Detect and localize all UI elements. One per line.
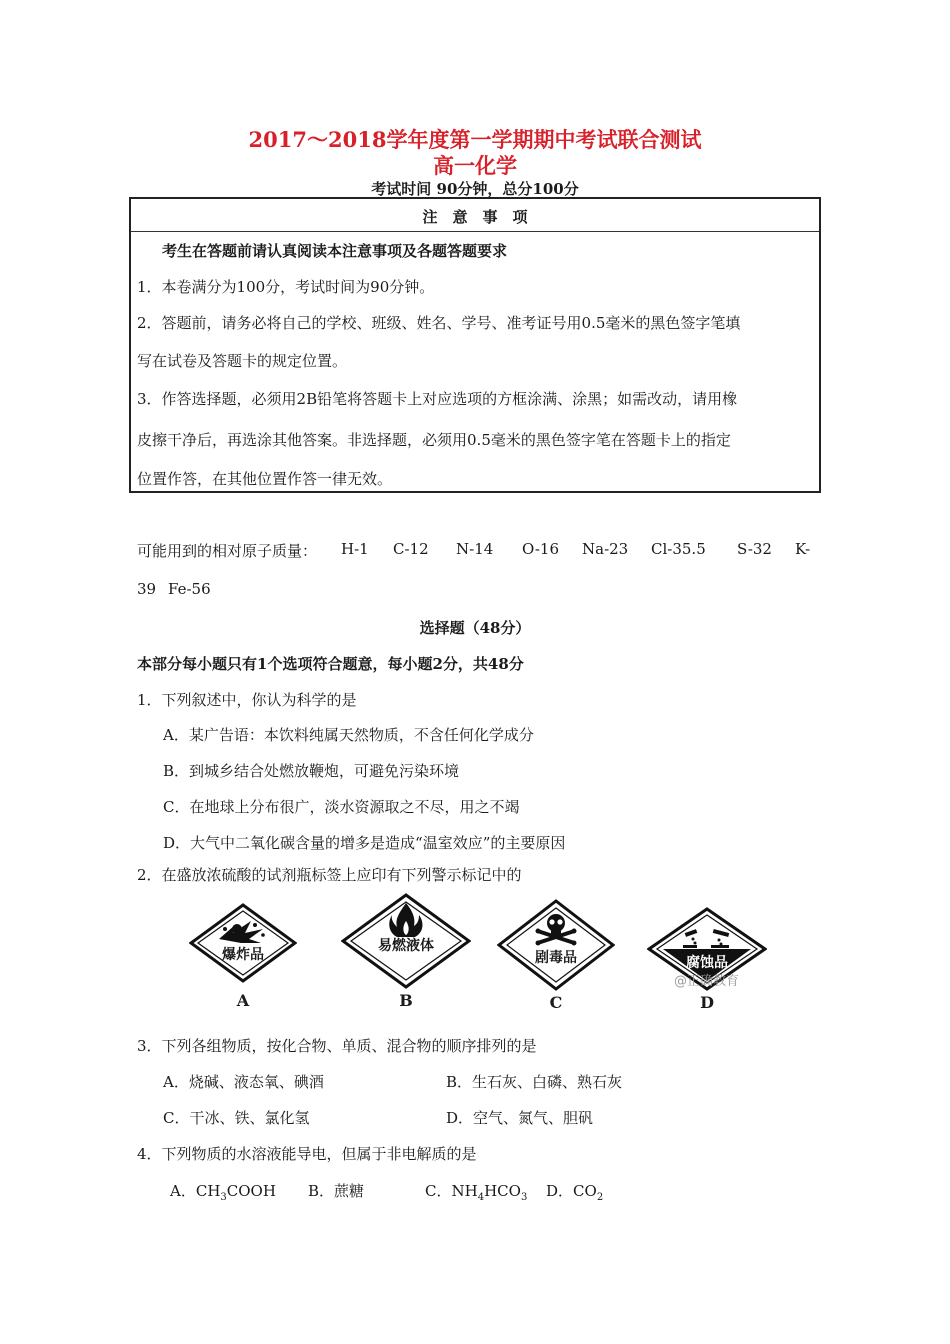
atomic-mass-cl: Cl-35.5 — [651, 540, 706, 558]
q3-option-d: D．空气、氮气、胆矾 — [446, 1109, 594, 1127]
q4-option-b: B．蔗糖 — [308, 1182, 365, 1200]
q4-option-d-formula-1: CO — [573, 1182, 597, 1200]
q4-option-a-formula-sub: 3 — [220, 1192, 227, 1203]
notice-heading: 注 意 事 项 — [422, 208, 528, 226]
q4-option-c — [425, 1180, 527, 1203]
atomic-mass-s: S-32 — [737, 540, 772, 558]
subject-title: 高一化学 — [433, 153, 517, 178]
explosion-icon — [189, 903, 297, 983]
q1-option-b: B．到城乡结合处燃放鞭炮，可避免污染环境 — [163, 762, 460, 780]
q4-option-d — [546, 1180, 603, 1203]
atomic-mass-o: O-16 — [522, 540, 560, 558]
atomic-mass-c: C-12 — [393, 540, 429, 558]
notice-item-2-line2: 写在试卷及答题卡的规定位置。 — [137, 352, 348, 370]
q4-option-d-label: D． — [546, 1182, 574, 1200]
hazard-sign-toxic — [497, 899, 615, 991]
q3-option-c: C．干冰、铁、氯化氢 — [163, 1109, 310, 1127]
atomic-mass-k-part1: K- — [795, 540, 811, 558]
q4-option-d-formula-sub: 2 — [596, 1192, 604, 1203]
atomic-mass-na: Na-23 — [582, 540, 629, 558]
skull-icon — [497, 899, 615, 991]
q4-option-c-formula-2: HCO — [484, 1182, 521, 1200]
q4-option-c-formula-sub1: 4 — [477, 1192, 485, 1203]
sign-c-text: 剧毒品 — [535, 950, 577, 966]
q4-option-a — [170, 1180, 276, 1203]
q1-option-d: D．大气中二氧化碳含量的增多是造成“温室效应”的主要原因 — [163, 834, 566, 852]
section-title: 选择题（48分） — [419, 619, 531, 637]
notice-item-3-line3: 位置作答，在其他位置作答一律无效。 — [137, 470, 393, 488]
q4-option-a-formula-1: CH — [195, 1182, 221, 1200]
sign-a-letter: A — [236, 991, 250, 1010]
q4-stem: 4．下列物质的水溶液能导电，但属于非电解质的是 — [137, 1145, 477, 1163]
section-instruction: 本部分每小题只有1个选项符合题意，每小题2分，共48分 — [137, 655, 524, 673]
sign-b-letter: B — [399, 991, 413, 1010]
notice-divider — [131, 231, 819, 232]
notice-intro: 考生在答题前请认真阅读本注意事项及各题答题要求 — [162, 242, 508, 260]
atomic-mass-fe: Fe-56 — [168, 580, 211, 598]
q1-option-a: A．某广告语：本饮料纯属天然物质，不含任何化学成分 — [163, 726, 534, 744]
q2-stem: 2．在盛放浓硫酸的试剂瓶标签上应印有下列警示标记中的 — [137, 866, 522, 884]
atomic-mass-k-part2: 39 — [137, 580, 157, 598]
q3-stem: 3．下列各组物质，按化合物、单质、混合物的顺序排列的是 — [137, 1037, 537, 1055]
sign-a-text: 爆炸品 — [222, 947, 264, 963]
q1-option-c: C．在地球上分布很广，淡水资源取之不尽，用之不竭 — [163, 798, 520, 816]
exam-title: 2017～2018学年度第一学期期中考试联合测试 — [248, 127, 702, 152]
notice-item-2-line1: 2．答题前，请务必将自己的学校、班级、姓名、学号、准考证号用0.5毫米的黑色签字笔填 — [137, 314, 741, 332]
watermark: @正确教育 — [674, 974, 740, 989]
q4-option-a-formula-2: COOH — [226, 1182, 276, 1200]
q4-option-a-label: A． — [170, 1182, 196, 1200]
sign-c-letter: C — [549, 993, 563, 1012]
q3-option-b: B．生石灰、白磷、熟石灰 — [446, 1073, 623, 1091]
notice-item-3-line1: 3．作答选择题，必须用2B铅笔将答题卡上对应选项的方框涂满、涂黑；如需改动，请用橡 — [137, 390, 738, 408]
q3-option-a: A．烧碱、液态氧、碘酒 — [163, 1073, 324, 1091]
q4-option-c-formula-sub2: 3 — [520, 1192, 528, 1203]
q4-option-c-formula-1: NH — [451, 1182, 478, 1200]
q4-option-c-label: C． — [425, 1182, 452, 1200]
atomic-mass-h: H-1 — [341, 540, 369, 558]
q1-stem: 1．下列叙述中，你认为科学的是 — [137, 691, 357, 709]
exam-info: 考试时间 90分钟，总分100分 — [371, 180, 579, 198]
hazard-sign-explosive — [189, 903, 297, 983]
sign-d-letter: D — [700, 993, 714, 1012]
atomic-mass-n: N-14 — [456, 540, 494, 558]
atomic-mass-label: 可能用到的相对原子质量： — [137, 542, 318, 560]
sign-b-text: 易燃液体 — [378, 938, 434, 954]
notice-item-3-line2: 皮擦干净后，再选涂其他答案。非选择题，必须用0.5毫米的黑色签字笔在答题卡上的指定 — [137, 431, 731, 449]
notice-item-1: 1．本卷满分为100分，考试时间为90分钟。 — [137, 278, 435, 296]
sign-d-text: 腐蚀品 — [686, 955, 728, 971]
